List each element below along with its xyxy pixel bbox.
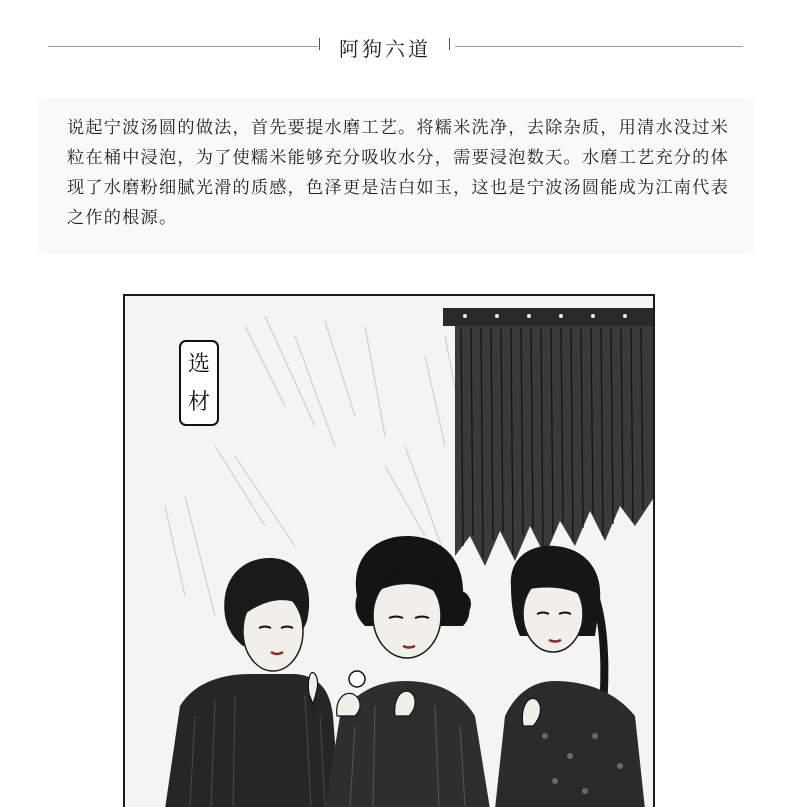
- ink-illustration: [123, 294, 655, 807]
- intro-paragraph: 说起宁波汤圆的做法，首先要提水磨工艺。将糯米洗净，去除杂质，用清水没过米粒在桶中浸泡，为了使糯米能够充分吸收水分，需要浸泡数天。水磨工艺充分的体现了水磨粉细腻光滑的质感，色泽更是洁白如玉，这也是宁波汤圆能成为江南代表之作的根源。: [67, 118, 729, 228]
- header-rule-right: [455, 46, 743, 47]
- figure-right-woman: [495, 546, 645, 807]
- header-rule-left: [48, 46, 318, 47]
- intro-text-box: [40, 100, 752, 252]
- section-title: 阿狗六道: [339, 37, 431, 61]
- figure-left-woman: [165, 558, 340, 807]
- caption-tag: [179, 340, 219, 426]
- caption-char-1: 选: [187, 352, 210, 377]
- hanging-curtain: [443, 308, 655, 566]
- section-header: [0, 30, 790, 64]
- figure-center-woman: [325, 536, 490, 807]
- header-tick-right: [449, 38, 450, 50]
- caption-char-2: 材: [187, 390, 210, 415]
